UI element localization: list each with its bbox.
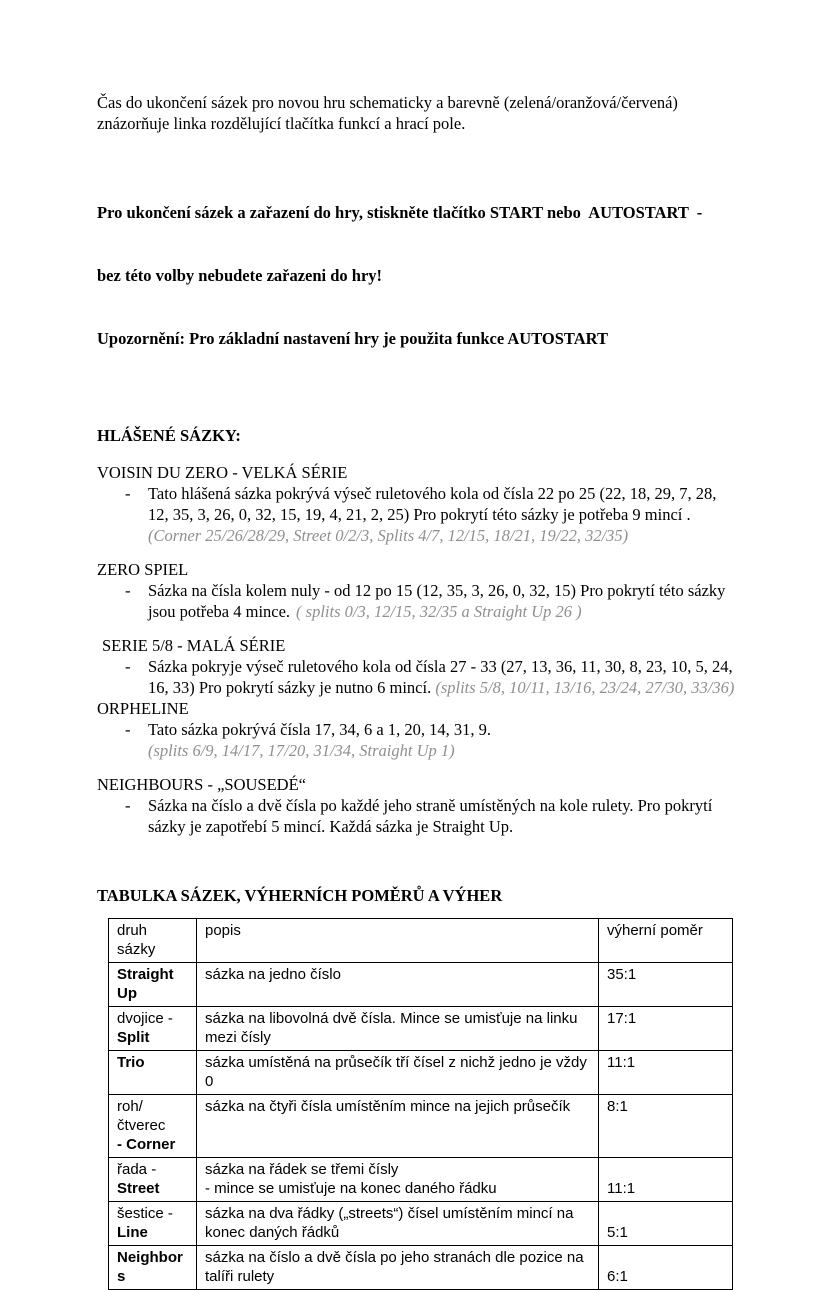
description-line-2: - mince se umisťuje na konec daného řádku — [205, 1180, 497, 1197]
cell-bet-type — [109, 1095, 197, 1158]
bullet-text: Sázka na číslo a dvě čísla po každé jeho straně umístěných na kole rulety. Pro pokrytí sázky je zapotřebí 5 mincí. Každá sázka je Straight Up. — [148, 796, 713, 836]
cell-payout-ratio: 6:1 — [599, 1246, 733, 1290]
bet-type-line-1: řada - — [117, 1161, 157, 1178]
warning-line-3: Upozornění: Pro základní nastavení hry je použita funkce AUTOSTART — [97, 329, 608, 348]
bullet-dash: - — [125, 581, 131, 600]
cell-bet-type — [109, 1007, 197, 1051]
bet-type-line-2: - Corner — [117, 1136, 176, 1153]
bet-type-line-2: Line — [117, 1224, 148, 1241]
cell-bet-type — [109, 1202, 197, 1246]
header-cell-description: popis — [197, 919, 599, 963]
bullet-text-main: Sázka pokryje výseč ruletového kola od čísla 27 - 33 (27, 13, 36, 11, 30, 8, 23, 10, 5, 24, 16, 33) Pro pokrytí sázky je nutno 6 mincí. — [148, 657, 733, 697]
section-title: SERIE 5/8 - MALÁ SÉRIE — [102, 636, 286, 655]
table-row — [109, 1095, 733, 1158]
bullet-item — [97, 795, 738, 837]
cell-payout-ratio: 17:1 — [599, 1007, 733, 1051]
table-row — [109, 1051, 733, 1095]
cell-payout-ratio: 35:1 — [599, 963, 733, 1007]
section-serie-5-8 — [97, 635, 738, 698]
header-cell-payout-ratio: výherní poměr — [599, 919, 733, 963]
note-text: (splits 5/8, 10/11, 13/16, 23/24, 27/30, 33/36) — [435, 678, 735, 697]
bullet-item — [97, 580, 738, 622]
bet-type-line-2: Split — [117, 1029, 150, 1046]
bullet-item — [97, 719, 738, 740]
cell-payout-ratio: 11:1 — [599, 1158, 733, 1202]
bullet-text: Tato hlášená sázka pokrývá výseč ruletového kola od čísla 22 po 25 (22, 18, 29, 7, 28, 12, 35, 3, 26, 0, 32, 15, 19, 4, 21, 2, 25) Pro pokrytí této sázky je potřeba 9 mincí . — [148, 484, 717, 524]
cell-bet-type: Neighbors — [109, 1246, 197, 1290]
bullet-dash: - — [125, 657, 131, 676]
section-title: ORPHELINE — [97, 699, 189, 718]
section-voisin-du-zero — [97, 462, 738, 546]
note-text: ( splits 0/3, 12/15, 32/35 a Straight Up 26 ) — [296, 602, 582, 621]
cell-description: sázka umístěná na průsečík tří čísel z nichž jedno je vždy 0 — [197, 1051, 599, 1095]
cell-description: sázka na dva řádky („streets“) čísel umístěním mincí na konec daných řádků — [197, 1202, 599, 1246]
note-text: (splits 6/9, 14/17, 17/20, 31/34, Straight Up 1) — [148, 741, 455, 760]
bullet-text-main: Sázka na čísla kolem nuly - od 12 po 15 (12, 35, 3, 26, 0, 32, 15) Pro pokrytí této sázky jsou potřeba 4 mince. — [148, 581, 726, 621]
cell-description: sázka na čtyři čísla umístěním mince na jejich průsečík — [197, 1095, 599, 1158]
announced-bets-heading: HLÁŠENÉ SÁZKY: — [97, 426, 241, 445]
table-row — [109, 1007, 733, 1051]
section-title: VOISIN DU ZERO - VELKÁ SÉRIE — [97, 463, 348, 482]
bet-type-line-1: dvojice - — [117, 1010, 173, 1027]
cell-payout-ratio: 5:1 — [599, 1202, 733, 1246]
bullet-dash: - — [125, 796, 131, 815]
warning-line-1: Pro ukončení sázek a zařazení do hry, stiskněte tlačítko START nebo AUTOSTART - — [97, 203, 703, 222]
section-neighbours — [97, 774, 738, 837]
bullet-dash: - — [125, 484, 131, 503]
table-row — [109, 963, 733, 1007]
table-row — [109, 1246, 733, 1290]
table-row — [109, 1158, 733, 1202]
payout-table-heading: TABULKA SÁZEK, VÝHERNÍCH POMĚRŮ A VÝHER — [97, 886, 503, 905]
header-cell-bet-type: druh sázky — [109, 919, 197, 963]
document-content — [97, 92, 738, 1290]
description-line-1: sázka na řádek se třemi čísly — [205, 1161, 399, 1178]
table-header-row — [109, 919, 733, 963]
cell-description: sázka na jedno číslo — [197, 963, 599, 1007]
bullet-text — [148, 656, 738, 698]
payout-table — [108, 918, 733, 1290]
warning-line-2: bez této volby nebudete zařazeni do hry! — [97, 266, 383, 285]
cell-payout-ratio: 11:1 — [599, 1051, 733, 1095]
cell-bet-type: Straight Up — [109, 963, 197, 1007]
bullet-text — [148, 580, 738, 622]
cell-description — [197, 1158, 599, 1202]
cell-bet-type — [109, 1158, 197, 1202]
cell-bet-type: Trio — [109, 1051, 197, 1095]
cell-payout-ratio: 8:1 — [599, 1095, 733, 1158]
bet-type-line-2: Street — [117, 1180, 160, 1197]
intro-paragraph: Čas do ukončení sázek pro novou hru schematicky a barevně (zelená/oranžová/červená) znázorňuje linka rozdělující tlačítka funkcí a hrací pole. — [97, 93, 678, 133]
bet-type-line-1: roh/čtverec — [117, 1098, 166, 1134]
bullet-item — [97, 656, 738, 698]
cell-description: sázka na číslo a dvě čísla po jeho stranách dle pozice na talíři rulety — [197, 1246, 599, 1290]
bullet-dash: - — [125, 720, 131, 739]
bullet-item — [97, 483, 738, 525]
note-text: (Corner 25/26/28/29, Street 0/2/3, Splits 4/7, 12/15, 18/21, 19/22, 32/35) — [148, 526, 629, 545]
section-zero-spiel — [97, 559, 738, 622]
section-orpheline — [97, 698, 738, 761]
cell-description: sázka na libovolná dvě čísla. Mince se umisťuje na linku mezi čísly — [197, 1007, 599, 1051]
bullet-text: Tato sázka pokrývá čísla 17, 34, 6 a 1, 20, 14, 31, 9. — [148, 720, 491, 739]
section-title: ZERO SPIEL — [97, 560, 189, 579]
warning-paragraph — [97, 160, 738, 391]
announced-bets-sections — [97, 462, 738, 837]
section-title: NEIGHBOURS - „SOUSEDÉ“ — [97, 775, 306, 794]
bet-type-line-1: šestice - — [117, 1205, 173, 1222]
table-row — [109, 1202, 733, 1246]
